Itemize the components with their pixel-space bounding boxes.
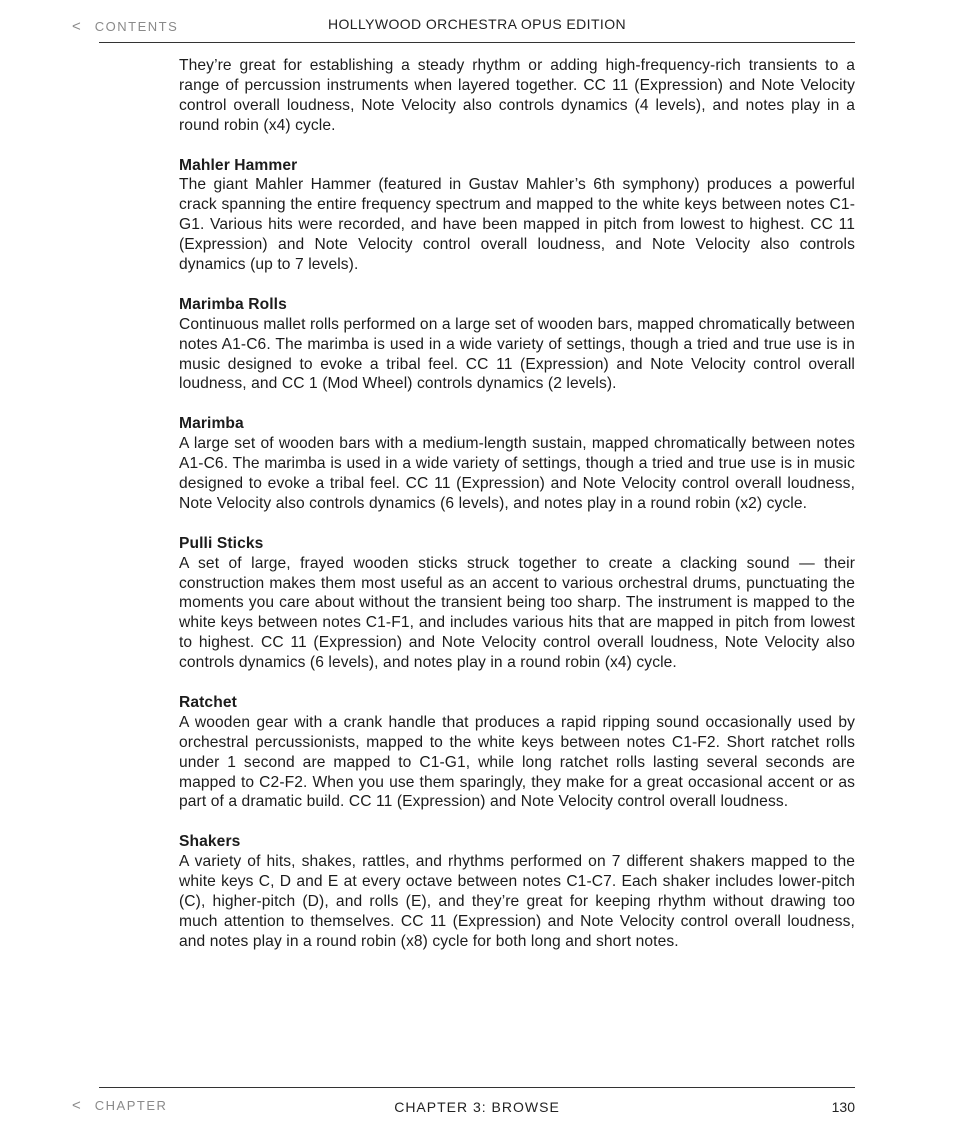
footer-divider xyxy=(99,1087,855,1088)
section-ratchet xyxy=(179,693,855,812)
section-body: A variety of hits, shakes, rattles, and rhythms performed on 7 different shakers mapped to the white keys C, D and E at every octave between notes C1-C7. Each shaker includes lower-pitch (C), higher-pitch (D), and rolls (E), and they’re great for keeping rhythm without drawing too much attention to themselves. CC 11 (Expression) and Note Velocity control overall loudness, and notes play in a round robin (x8) cycle for both long and short notes. xyxy=(179,853,855,950)
chevron-left-icon: < xyxy=(72,17,81,35)
chapter-link-label: CHAPTER xyxy=(94,1098,168,1113)
section-heading: Marimba Rolls xyxy=(179,295,287,313)
document-title: HOLLYWOOD ORCHESTRA OPUS EDITION xyxy=(327,16,627,32)
section-mahler-hammer xyxy=(179,156,855,275)
section-heading: Pulli Sticks xyxy=(179,534,264,552)
header-divider xyxy=(99,42,855,43)
section-heading: Mahler Hammer xyxy=(179,156,298,174)
contents-link-label: CONTENTS xyxy=(94,18,179,34)
section-shakers xyxy=(179,832,855,951)
section-marimba xyxy=(179,414,855,514)
section-heading: Shakers xyxy=(179,833,241,851)
chevron-left-icon: < xyxy=(72,1097,81,1114)
section-body: A large set of wooden bars with a medium-length sustain, mapped chromatically between notes A1-C6. The marimba is used in a wide variety of settings, though a tried and true use is in music designed to evoke a tribal feel. CC 11 (Expression) and Note Velocity control overall loudness, Note Velocity also controls dynamics (6 levels), and notes play in a round robin (x2) cycle. xyxy=(179,435,855,512)
intro-paragraph: They’re great for establishing a steady rhythm or adding high-frequency-rich transients to a range of percussion instruments when layered together. CC 11 (Expression) and Note Velocity control overall loudness, Note Velocity also controls dynamics (4 levels), and notes play in a round robin (x4) cycle. xyxy=(179,57,855,134)
page-content xyxy=(179,56,855,952)
section-heading: Ratchet xyxy=(179,693,237,711)
section-heading: Marimba xyxy=(179,415,244,433)
section-body: Continuous mallet rolls performed on a large set of wooden bars, mapped chromatically between notes A1-C6. The marimba is used in a wide variety of settings, though a tried and true use is in music designed to evoke a tribal feel. CC 11 (Expression) and Note Velocity control overall loudness, and CC 1 (Mod Wheel) controls dynamics (2 levels). xyxy=(179,315,855,393)
section-pulli-sticks xyxy=(179,534,855,673)
section-body: A wooden gear with a crank handle that produces a rapid ripping sound occasionally used by orchestral percussionists, mapped to the white keys between notes C1-F2. Short ratchet rolls under 1 second are mapped to C1-G1, while long ratchet rolls lasting several seconds are mapped to C2-F2. When you use them sparingly, they make for a great occasional accent or as part of a dramatic build. CC 11 (Expression) and Note Velocity control overall loudness. xyxy=(179,713,855,811)
chapter-title: CHAPTER 3: BROWSE xyxy=(394,1099,560,1115)
section-body: The giant Mahler Hammer (featured in Gustav Mahler’s 6th symphony) produces a powerful crack spanning the entire frequency spectrum and mapped to the white keys between notes C1-G1. Various hits were recorded, and have been mapped in pitch from lowest to highest. CC 11 (Expression) and Note Velocity control overall loudness, and Note Velocity also controls dynamics (up to 7 levels). xyxy=(179,176,855,274)
page-number: 130 xyxy=(831,1099,855,1115)
section-marimba-rolls xyxy=(179,295,855,395)
section-body: A set of large, frayed wooden sticks struck together to create a clacking sound — their construction makes them most useful as an accent to various orchestral drums, punctuating the moments you care about without the transient being too sharp. The instrument is mapped to the white keys between notes C1-F1, and includes various hits that are mapped in pitch from lowest to highest. CC 11 (Expression) and Note Velocity control overall loudness, Note Velocity also controls dynamics (6 levels), and notes play in a round robin (x4) cycle. xyxy=(179,554,855,672)
